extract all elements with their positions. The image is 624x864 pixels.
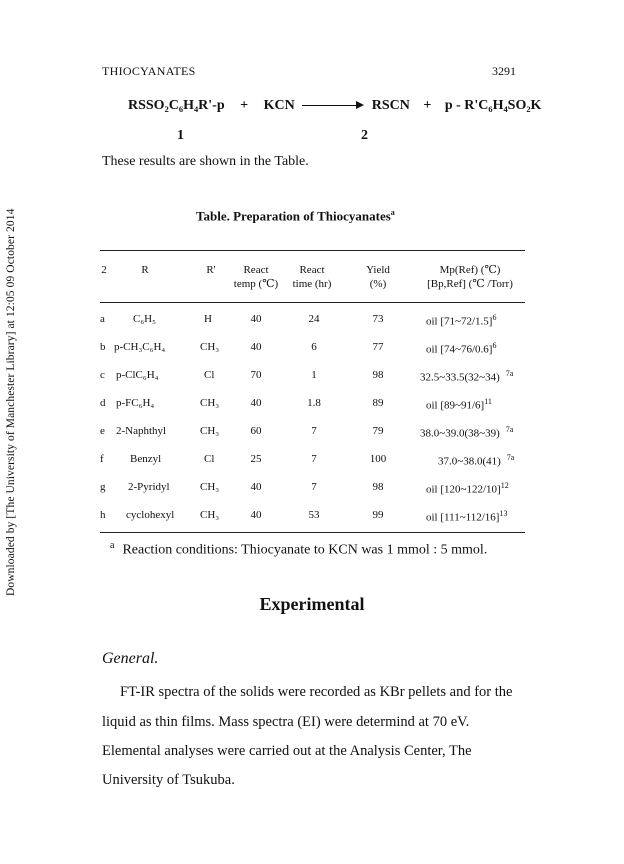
reaction-arrow-icon bbox=[302, 101, 364, 111]
table-cell-r: p-ClC₆H₄ bbox=[116, 369, 159, 381]
table-row-id: b bbox=[100, 341, 106, 353]
body-text-line: FT-IR spectra of the solids were recorded as KBr pellets and for the bbox=[120, 684, 513, 700]
section-title: Experimental bbox=[259, 594, 365, 614]
table-footnote bbox=[110, 540, 487, 559]
table-cell-mp-value: oil [89~91/6] bbox=[426, 399, 485, 412]
table-cell-r: 2-Pyridyl bbox=[128, 481, 170, 493]
table-top-rule bbox=[100, 250, 525, 251]
table-cell-ref: 7a bbox=[506, 453, 515, 462]
header-time bbox=[280, 263, 344, 291]
table-row-id: g bbox=[100, 481, 106, 493]
header-yield-line2: (%) bbox=[369, 278, 387, 290]
table-title bbox=[196, 208, 395, 224]
table-cell-mp-value: oil [71~72/1.5] bbox=[426, 315, 493, 328]
table-cell-temp: 70 bbox=[250, 369, 262, 381]
subsection-title: General. bbox=[102, 650, 159, 667]
table-cell-time: 1 bbox=[311, 369, 317, 381]
table-cell-temp: 40 bbox=[250, 509, 262, 521]
table-cell-time: 24 bbox=[308, 313, 320, 325]
table-cell-yield: 98 bbox=[372, 481, 384, 493]
table-cell-time: 1.8 bbox=[307, 397, 321, 409]
table-cell-temp: 40 bbox=[250, 313, 262, 325]
plus-sign: + bbox=[423, 98, 432, 113]
table-cell-r: p-FC₆H₄ bbox=[116, 397, 155, 409]
table-cell-ref: 7a bbox=[505, 369, 514, 378]
table-cell-r-prime: CH₃ bbox=[200, 341, 220, 353]
reaction-equation bbox=[128, 98, 542, 114]
download-watermark: Downloaded by [The University of Manchester Library] at 12:05 09 October 2014 bbox=[5, 208, 17, 596]
table-cell-temp: 40 bbox=[250, 397, 262, 409]
table-cell-r-prime: Cl bbox=[204, 453, 215, 465]
table-cell-temp: 40 bbox=[250, 481, 262, 493]
body-text-line: liquid as thin films. Mass spectra (EI) were determind at 70 eV. bbox=[102, 714, 470, 730]
table-cell-r-prime: CH₃ bbox=[200, 425, 220, 437]
table-cell-mp bbox=[426, 509, 507, 524]
table-cell-time: 7 bbox=[311, 453, 317, 465]
header-r-prime: R' bbox=[206, 264, 216, 276]
table-header-rule bbox=[100, 302, 525, 303]
table-cell-yield: 100 bbox=[369, 453, 387, 465]
table-cell-ref: 6 bbox=[492, 313, 497, 322]
header-time-line1: React bbox=[299, 264, 325, 276]
body-text-line: Elemental analyses were carried out at the Analysis Center, The bbox=[102, 743, 472, 759]
table-cell-time: 7 bbox=[311, 481, 317, 493]
table-cell-mp bbox=[438, 453, 514, 468]
table-row-id: f bbox=[100, 453, 104, 465]
table-cell-r: Benzyl bbox=[130, 453, 162, 465]
table-cell-r-prime: CH₃ bbox=[200, 509, 220, 521]
table-cell-yield: 79 bbox=[372, 425, 384, 437]
table-cell-mp bbox=[420, 369, 513, 384]
table-cell-mp bbox=[426, 341, 496, 356]
header-temp-line1: React bbox=[243, 264, 269, 276]
table-row-id: d bbox=[100, 397, 106, 409]
table-cell-r-prime: CH₃ bbox=[200, 481, 220, 493]
compound-label-1: 1 bbox=[177, 128, 184, 143]
page-number: 3291 bbox=[492, 64, 516, 78]
table-cell-r-prime: CH₃ bbox=[200, 397, 220, 409]
table-cell-ref: 12 bbox=[500, 481, 509, 490]
header-compound: 2 bbox=[101, 264, 107, 276]
table-cell-yield: 99 bbox=[372, 509, 384, 521]
table-cell-r-prime: H bbox=[204, 313, 212, 325]
table-cell-r: p-CH₃C₆H₄ bbox=[114, 341, 166, 353]
table-cell-temp: 25 bbox=[250, 453, 262, 465]
header-mp-line2: [Bp,Ref] (℃ /Torr) bbox=[427, 278, 513, 290]
table-cell-mp bbox=[426, 397, 492, 412]
table-cell-mp bbox=[426, 313, 496, 328]
header-mp-line1: Mp(Ref) (℃) bbox=[439, 264, 501, 276]
table-cell-mp-value: 32.5~33.5(32~34) bbox=[420, 371, 500, 384]
table-row-id: a bbox=[100, 313, 105, 325]
running-title: THIOCYANATES bbox=[102, 64, 196, 78]
table-cell-mp-value: 38.0~39.0(38~39) bbox=[420, 427, 500, 440]
reactant-1: RSSO₂C₆H₄R'-p bbox=[128, 98, 225, 113]
header-time-line2: time (hr) bbox=[292, 278, 332, 290]
table-title-text: Table. Preparation of Thiocyanates bbox=[196, 208, 391, 224]
table-cell-yield: 73 bbox=[372, 313, 384, 325]
table-cell-yield: 77 bbox=[372, 341, 384, 353]
table-cell-mp-value: oil [120~122/10] bbox=[426, 483, 501, 496]
footnote-text: Reaction conditions: Thiocyanate to KCN was 1 mmol : 5 mmol. bbox=[122, 542, 488, 558]
table-cell-mp-value: oil [74~76/0.6] bbox=[426, 343, 493, 356]
header-yield bbox=[356, 263, 400, 291]
table-cell-ref: 7a bbox=[505, 425, 514, 434]
table-cell-r: C₆H₅ bbox=[133, 313, 156, 325]
table-cell-temp: 40 bbox=[250, 341, 262, 353]
product-1: RSCN bbox=[371, 98, 410, 113]
table-title-footnote-mark: a bbox=[390, 208, 395, 217]
product-2: p - R'C₆H₄SO₂K bbox=[444, 98, 542, 113]
table-row-id: c bbox=[100, 369, 105, 381]
table-cell-temp: 60 bbox=[250, 425, 262, 437]
table-cell-ref: 6 bbox=[492, 341, 497, 350]
table-cell-ref: 13 bbox=[499, 509, 508, 518]
table-cell-time: 7 bbox=[311, 425, 317, 437]
table-cell-mp-value: oil [111~112/16] bbox=[426, 511, 500, 524]
table-cell-mp bbox=[420, 425, 513, 440]
table-cell-r: 2-Naphthyl bbox=[116, 425, 167, 437]
table-row-id: h bbox=[100, 509, 106, 521]
plus-sign: + bbox=[240, 98, 249, 113]
compound-label-2: 2 bbox=[361, 128, 368, 143]
header-temp-line2: temp (℃) bbox=[233, 278, 279, 290]
table-bottom-rule bbox=[100, 532, 525, 533]
body-text-line: University of Tsukuba. bbox=[102, 772, 235, 788]
intro-sentence: These results are shown in the Table. bbox=[102, 154, 309, 169]
footnote-mark: a bbox=[110, 540, 115, 551]
header-r: R bbox=[141, 264, 149, 276]
table-row-id: e bbox=[100, 425, 105, 437]
table-cell-ref: 11 bbox=[484, 397, 492, 406]
table-cell-r: cyclohexyl bbox=[126, 509, 175, 521]
table-cell-yield: 89 bbox=[372, 397, 384, 409]
table-cell-yield: 98 bbox=[372, 369, 384, 381]
table-cell-mp bbox=[426, 481, 509, 496]
table-cell-mp-value: 37.0~38.0(41) bbox=[438, 455, 501, 468]
header-yield-line1: Yield bbox=[366, 264, 390, 276]
reactant-2: KCN bbox=[263, 98, 295, 113]
table-cell-r-prime: Cl bbox=[204, 369, 215, 381]
header-mp bbox=[410, 263, 530, 291]
table-cell-time: 6 bbox=[311, 341, 317, 353]
table-cell-time: 53 bbox=[308, 509, 320, 521]
